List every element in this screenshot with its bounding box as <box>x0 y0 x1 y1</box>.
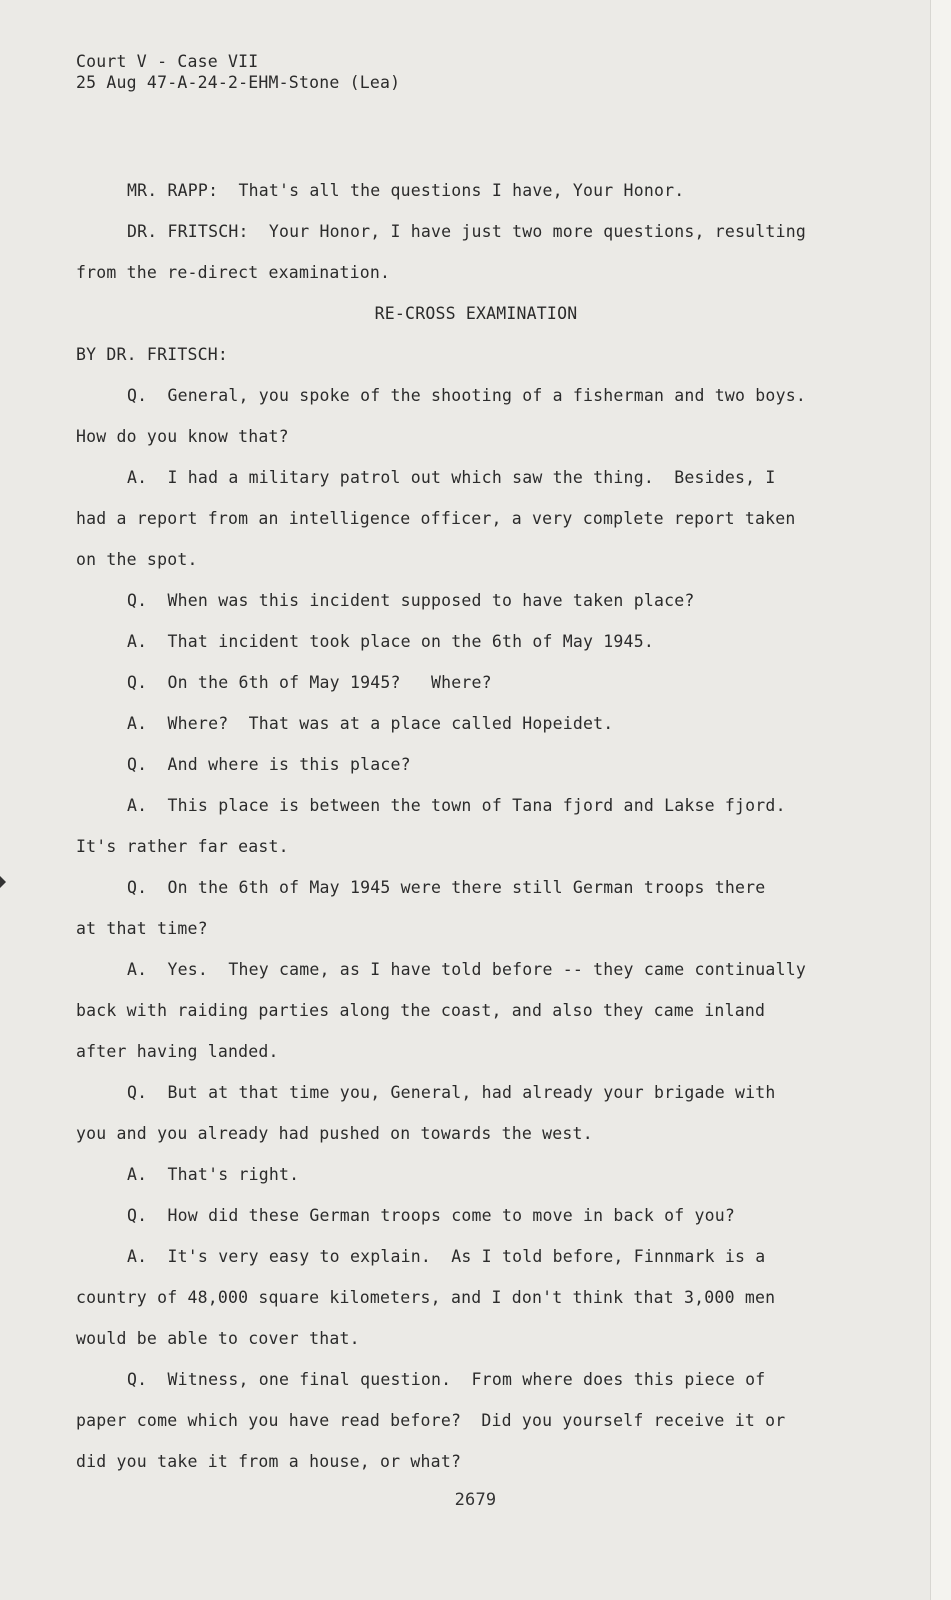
transcript-line: at that time? <box>76 919 208 938</box>
header-date-reference: 25 Aug 47-A-24-2-EHM-Stone (Lea) <box>76 73 401 92</box>
transcript-line: It's rather far east. <box>76 837 289 856</box>
transcript-line: A. This place is between the town of Tana fjord and Lakse fjord. <box>127 796 786 815</box>
transcript-line: Q. How did these German troops come to move in back of you? <box>127 1206 736 1225</box>
transcript-line: A. That incident took place on the 6th of May 1945. <box>127 632 654 651</box>
transcript-line: did you take it from a house, or what? <box>76 1452 462 1471</box>
transcript-line: would be able to cover that. <box>76 1329 360 1348</box>
transcript-line: A. Yes. They came, as I have told before -- they came continually <box>127 960 806 979</box>
transcript-line: Q. On the 6th of May 1945? Where? <box>127 673 492 692</box>
transcript-line: Q. When was this incident supposed to have taken place? <box>127 591 695 610</box>
transcript-line: Q. General, you spoke of the shooting of a fisherman and two boys. <box>127 386 806 405</box>
transcript-line: How do you know that? <box>76 427 289 446</box>
transcript-body <box>76 170 836 1482</box>
transcript-line: back with raiding parties along the coast, and also they came inland <box>76 1001 766 1020</box>
transcript-line: Q. Witness, one final question. From where does this piece of <box>127 1370 766 1389</box>
transcript-line: MR. RAPP: That's all the questions I have, Your Honor. <box>127 181 685 200</box>
transcript-line: had a report from an intelligence officer, a very complete report taken <box>76 509 796 528</box>
transcript-line: from the re-direct examination. <box>76 263 391 282</box>
section-heading: RE-CROSS EXAMINATION <box>374 304 578 323</box>
transcript-line: A. That's right. <box>127 1165 300 1184</box>
transcript-line: Q. But at that time you, General, had already your brigade with <box>127 1083 776 1102</box>
document-header <box>76 51 400 93</box>
page-right-edge <box>930 0 951 1600</box>
header-court-case: Court V - Case VII <box>76 52 259 71</box>
transcript-line: country of 48,000 square kilometers, and I don't think that 3,000 men <box>76 1288 776 1307</box>
transcript-line: A. I had a military patrol out which saw the thing. Besides, I <box>127 468 776 487</box>
transcript-line: after having landed. <box>76 1042 279 1061</box>
transcript-line: A. It's very easy to explain. As I told before, Finnmark is a <box>127 1247 766 1266</box>
transcript-line: on the spot. <box>76 550 198 569</box>
transcript-line: you and you already had pushed on towards the west. <box>76 1124 593 1143</box>
page-number: 2679 <box>454 1490 497 1510</box>
transcript-line: Q. And where is this place? <box>127 755 411 774</box>
transcript-line: DR. FRITSCH: Your Honor, I have just two more questions, resulting <box>127 222 806 241</box>
transcript-line: A. Where? That was at a place called Hopeidet. <box>127 714 614 733</box>
transcript-line: Q. On the 6th of May 1945 were there still German troops there <box>127 878 766 897</box>
transcript-line: paper come which you have read before? Did you yourself receive it or <box>76 1411 786 1430</box>
margin-mark <box>0 876 6 888</box>
transcript-line: BY DR. FRITSCH: <box>76 345 229 364</box>
